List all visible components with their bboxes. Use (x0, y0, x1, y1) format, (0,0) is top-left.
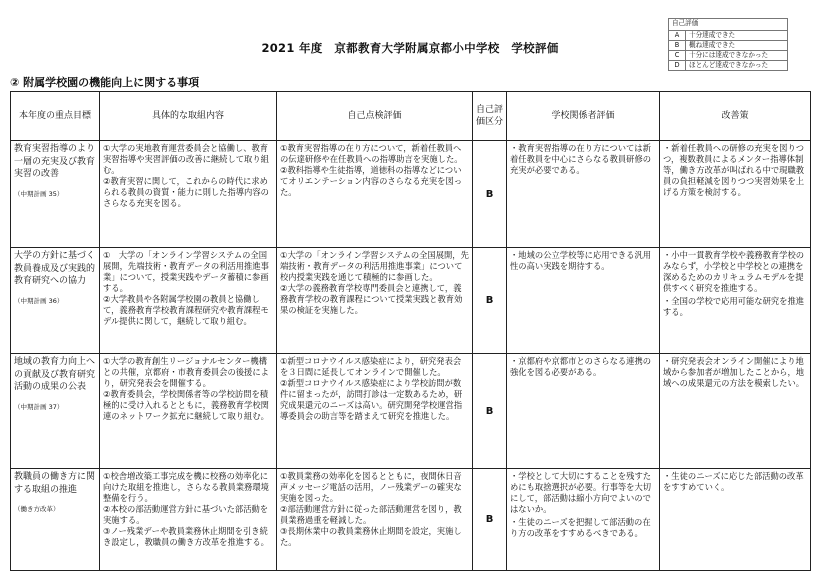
stakeholder-cell (507, 354, 660, 469)
legend-label: 概ね達成できた (686, 41, 788, 51)
action-item: ①大学の教育創生リージョナルセンター機構との共催，京都府・市教育委員会の後援により，研究発表会を開催する。 (103, 356, 269, 388)
legend-row (669, 41, 788, 51)
legend-label: ほとんど達成できなかった (686, 61, 788, 71)
legend-label: 十分には達成できなかった (686, 51, 788, 61)
table-row (11, 469, 811, 571)
improvement-cell (660, 141, 811, 248)
stakeholder-item: ・京都府や京都市とのさらなる連携の強化を図る必要がある。 (510, 356, 652, 377)
self-check-item: ②教科指導や生徒指導，道徳科の指導などについてオリエンテーション内容のさらなる充実を図った。 (280, 165, 463, 197)
self-check-cell (277, 354, 473, 469)
action-item: ①大学の実地教育運営委員会と協働し、教育実習指導や実習評価の改善に継続して取り組む。 (103, 143, 269, 175)
target-plan: （働き方改革） (14, 505, 60, 513)
self-check-cell (277, 469, 473, 571)
document-title: 2021 年度 京都教育大学附属京都小中学校 学校評価 (261, 41, 559, 55)
action-item: ②教育委員会，学校関係者等の学校訪問を積極的に受け入れるとともに，義務教育学校関連のネットワーク拡充に継続して取り組む。 (103, 389, 269, 421)
action-item: ②本校の部活動運営方針に基づいた部活動を実施する。 (103, 504, 269, 525)
self-check-cell (277, 141, 473, 248)
improvement-item: ・生徒のニーズに応じた部活動の改革をすすめていく。 (663, 471, 804, 492)
improvement-cell (660, 469, 811, 571)
improvement-item: ・全国の学校で応用可能な研究を推進する。 (663, 296, 805, 317)
self-check-item: ②部活動運営方針に従った部活動運営を図り，教員業務過重を軽減した。 (280, 504, 462, 525)
grade-cell: B (473, 469, 507, 571)
column-header-grade: 自己評価区分 (473, 92, 507, 141)
legend-key: C (669, 51, 686, 61)
column-header-improvement: 改善策 (660, 92, 811, 141)
action-item: ②教育実習に関して，これからの時代に求められる教員の資質・能力に則した指導内容のさらなる充実を図る。 (103, 176, 269, 208)
target-name: 大学の方針に基づく教員養成及び実践的教育研究への協力 (14, 251, 96, 286)
legend-row (669, 61, 788, 71)
self-check-item: ①新型コロナウイルス感染症により，研究発表会を３日間に延長してオンラインで開催した。 (280, 356, 462, 377)
self-check-item: ①教育実習指導の在り方について，新着任教員への伝達研修や在任教員への指導助言を実施した。 (280, 143, 463, 164)
self-check-item: ①大学の「オンライン学習システムの全国展開，先端技術・教育データの利活用推進事業」について校内授業実践を通じて積極的に参画した。 (280, 250, 469, 282)
target-plan: （中期計画 35） (14, 189, 64, 198)
target-cell (11, 469, 100, 571)
stakeholder-item: ・学校として大切にすることを残すためにも取捨選択が必要。行事等を大切にして，部活動は縮小方向でよいのではないか。 (510, 471, 652, 514)
legend-heading: 自己評価 (668, 18, 788, 30)
legend-row (669, 31, 788, 41)
grade-cell: B (473, 248, 507, 354)
actions-cell (100, 248, 277, 354)
table-header-row (11, 92, 811, 141)
table-row (11, 141, 811, 248)
section-title: ② 附属学校園の機能向上に関する事項 (10, 76, 200, 89)
action-item: ③ノー残業デーや教員業務休止期間を引き続き設定し，教職員の働き方改革を推進する。 (103, 526, 269, 547)
self-check-item: ②新型コロナウイルス感染症により学校訪問が数件に留まったが，訪問打診は一定数あるため，研究成果還元のニーズは高い。研究開発学校運営指導委員会の助言等を踏まえて研究を推進した。 (280, 378, 463, 421)
improvement-item: ・研究発表会オンライン開催により地域から参加者が増加したことから，地域への成果還元の方法を模索したい。 (663, 356, 805, 388)
column-header-self-check: 自己点検評価 (277, 92, 473, 141)
stakeholder-item: ・地域の公立学校等に応用できる汎用性の高い実践を期待する。 (510, 250, 652, 271)
action-item: ①校舎増改築工事完成を機に校務の効率化に向けた取組を推進し，さらなる教員業務環境整備を行う。 (103, 471, 269, 503)
actions-cell (100, 141, 277, 248)
action-item: ②大学教員や各附属学校園の教員と協働して，義務教育学校教育課程研究や教育課程モデル提供に関して，継続して取り組む。 (103, 294, 269, 326)
target-name: 地域の教育力向上への貢献及び教育研究活動の成果の公表 (14, 357, 96, 392)
actions-cell (100, 354, 277, 469)
evaluation-legend (668, 18, 788, 71)
improvement-item: ・小中一貫教育学校や義務教育学校のみならず，小学校と中学校との連携を深めるためのカリキュラムモデルを提供すべく研究を推進する。 (663, 250, 805, 293)
action-item: ① 大学の「オンライン学習システムの全国展開，先端技術・教育データの利活用推進事業」について，授業実践やデータ蓄積に参画する。 (103, 250, 269, 293)
target-cell (11, 248, 100, 354)
improvement-item: ・新着任教員への研修の充実を図りつつ，複数教員によるメンター指導体制等，働き方改革が叫ばれる中で現職教員の負担軽減を図りつつ実習効果を上げる方策を検討する。 (663, 143, 805, 197)
self-check-item: ③長期休業中の教員業務休止期間を設定，実施した。 (280, 526, 462, 547)
grade-cell: B (473, 141, 507, 248)
self-check-cell (277, 248, 473, 354)
target-cell (11, 141, 100, 248)
column-header-target: 本年度の重点目標 (11, 92, 100, 141)
stakeholder-cell (507, 469, 660, 571)
column-header-stakeholder: 学校関係者評価 (507, 92, 660, 141)
target-plan: （中期計画 37） (14, 402, 64, 411)
stakeholder-item: ・生徒のニーズを把握して部活動の在り方の改革をすすめるべきである。 (510, 517, 651, 538)
evaluation-table (10, 91, 811, 571)
legend-table (668, 30, 788, 71)
stakeholder-cell (507, 248, 660, 354)
legend-key: A (669, 31, 686, 41)
grade-cell: B (473, 354, 507, 469)
table-row (11, 354, 811, 469)
self-check-item: ②大学の義務教育学校専門委員会と連携して，義務教育学校の教育課程について授業実践と教育効果の検証を実施した。 (280, 283, 463, 315)
table-row (11, 248, 811, 354)
actions-cell (100, 469, 277, 571)
column-header-actions: 具体的な取組内容 (100, 92, 277, 141)
target-plan: （中期計画 36） (14, 296, 64, 305)
improvement-cell (660, 354, 811, 469)
stakeholder-item: ・教育実習指導の在り方については新着任教員を中心にさらなる教員研修の充実が必要である。 (510, 143, 652, 175)
target-name: 教職員の働き方に関する取組の推進 (14, 472, 96, 495)
legend-key: B (669, 41, 686, 51)
improvement-cell (660, 248, 811, 354)
target-name: 教育実習指導のより一層の充実及び教育実習の改善 (14, 144, 96, 179)
legend-row (669, 51, 788, 61)
target-cell (11, 354, 100, 469)
self-check-item: ①教員業務の効率化を図るとともに，夜間休日音声メッセージ電話の活用，ノー残業デーの確実な実施を図った。 (280, 471, 462, 503)
stakeholder-cell (507, 141, 660, 248)
legend-key: D (669, 61, 686, 71)
legend-label: 十分達成できた (686, 31, 788, 41)
